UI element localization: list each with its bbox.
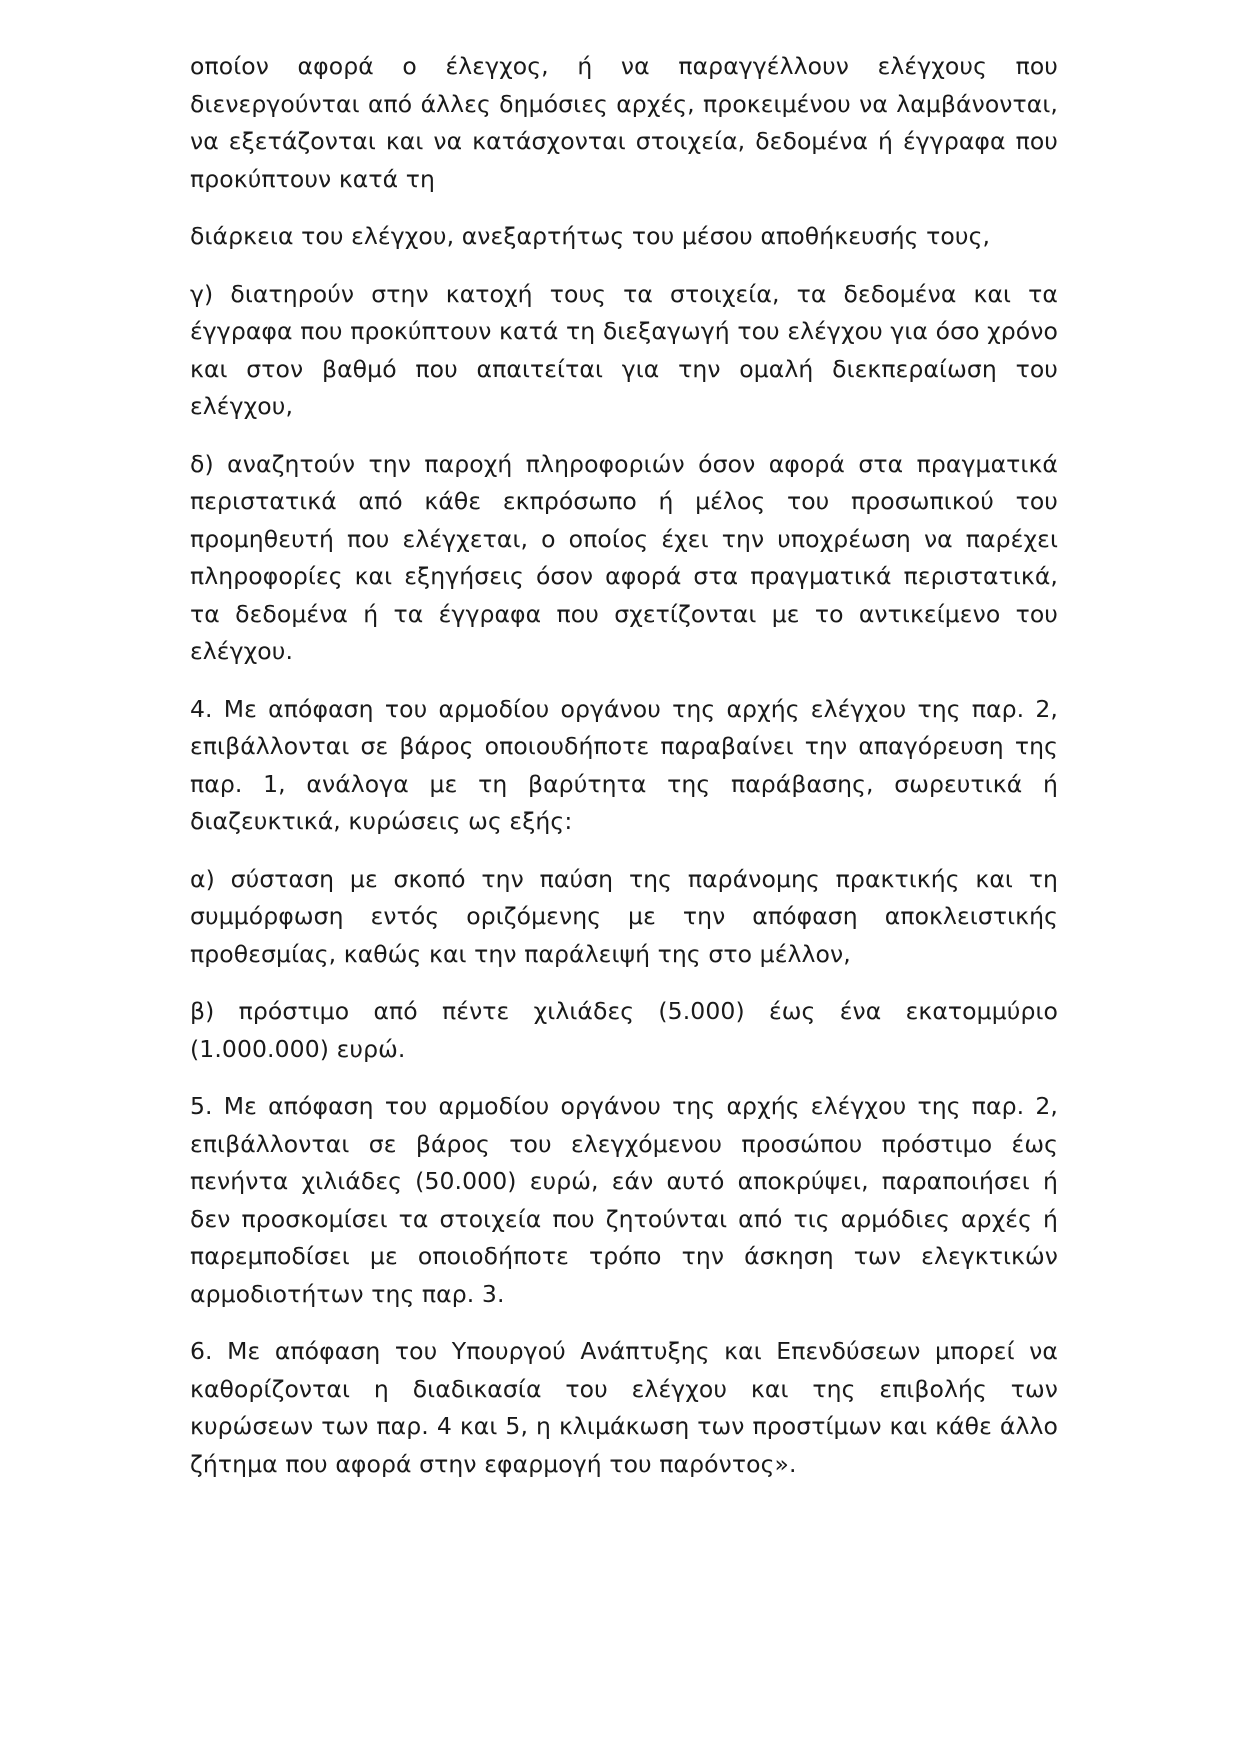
paragraph-section-4: 4. Με απόφαση του αρμοδίου οργάνου της αρχής ελέγχου της παρ. 2, επιβάλλονται σε βάρος οποιουδήποτε παραβαίνει την απαγόρευση της παρ. 1, ανάλογα με τη βαρύτητα της παράβασης, σωρευτικά ή διαζευκτικά, κυρώσεις ως εξής: xyxy=(190,694,1058,835)
paragraph-item-c: γ) διατηρούν στην κατοχή τους τα στοιχεία, τα δεδομένα και τα έγγραφα που προκύπτουν κατά τη διεξαγωγή του ελέγχου για όσο χρόνο και στον βαθμό που απαιτείται για την ομαλή διεκπεραίωση του ελέγχου, xyxy=(190,279,1058,420)
paragraph-continuation: οποίον αφορά ο έλεγχος, ή να παραγγέλλουν ελέγχους που διενεργούνται από άλλες δημόσιες αρχές, προκειμένου να λαμβάνονται, να εξετάζονται και να κατάσχονται στοιχεία, δεδομένα ή έγγραφα που προκύπτουν κατά τη xyxy=(190,52,1058,193)
paragraph-section-5: 5. Με απόφαση του αρμοδίου οργάνου της αρχής ελέγχου της παρ. 2, επιβάλλονται σε βάρος του ελεγχόμενου προσώπου πρόστιμο έως πενήντα χιλιάδες (50.000) ευρώ, εάν αυτό αποκρύψει, παραποιήσει ή δεν προσκομίσει τα στοιχεία που ζητούνται από τις αρμόδιες αρχές ή παρεμποδίσει με οποιοδήποτε τρόπο την άσκηση των ελεγκτικών αρμοδιοτήτων της παρ. 3. xyxy=(190,1092,1058,1308)
paragraph-item-b: β) πρόστιμο από πέντε χιλιάδες (5.000) έως ένα εκατομμύριο (1.000.000) ευρώ. xyxy=(190,997,1058,1063)
paragraph-section-6: 6. Με απόφαση του Υπουργού Ανάπτυξης και Επενδύσεων μπορεί να καθορίζονται η διαδικασία του ελέγχου και της επιβολής των κυρώσεων των παρ. 4 και 5, η κλιμάκωση των προστίμων και κάθε άλλο ζήτημα που αφορά στην εφαρμογή του παρόντος». xyxy=(190,1337,1058,1478)
paragraph-item-a: α) σύσταση με σκοπό την παύση της παράνομης πρακτικής και τη συμμόρφωση εντός οριζόμενης με την απόφαση αποκλειστικής προθεσμίας, καθώς και την παράλειψή της στο μέλλον, xyxy=(190,864,1058,968)
paragraph-item-d: δ) αναζητούν την παροχή πληροφοριών όσον αφορά στα πραγματικά περιστατικά από κάθε εκπρόσωπο ή μέλος του προσωπικού του προμηθευτή που ελέγχεται, ο οποίος έχει την υποχρέωση να παρέχει πληροφορίες και εξηγήσεις όσον αφορά στα πραγματικά περιστατικά, τα δεδομένα ή τα έγγραφα που σχετίζονται με το αντικείμενο του ελέγχου. xyxy=(190,449,1058,665)
document-body xyxy=(190,48,1058,1503)
paragraph-continuation-end: διάρκεια του ελέγχου, ανεξαρτήτως του μέσου αποθήκευσής τους, xyxy=(190,222,991,250)
